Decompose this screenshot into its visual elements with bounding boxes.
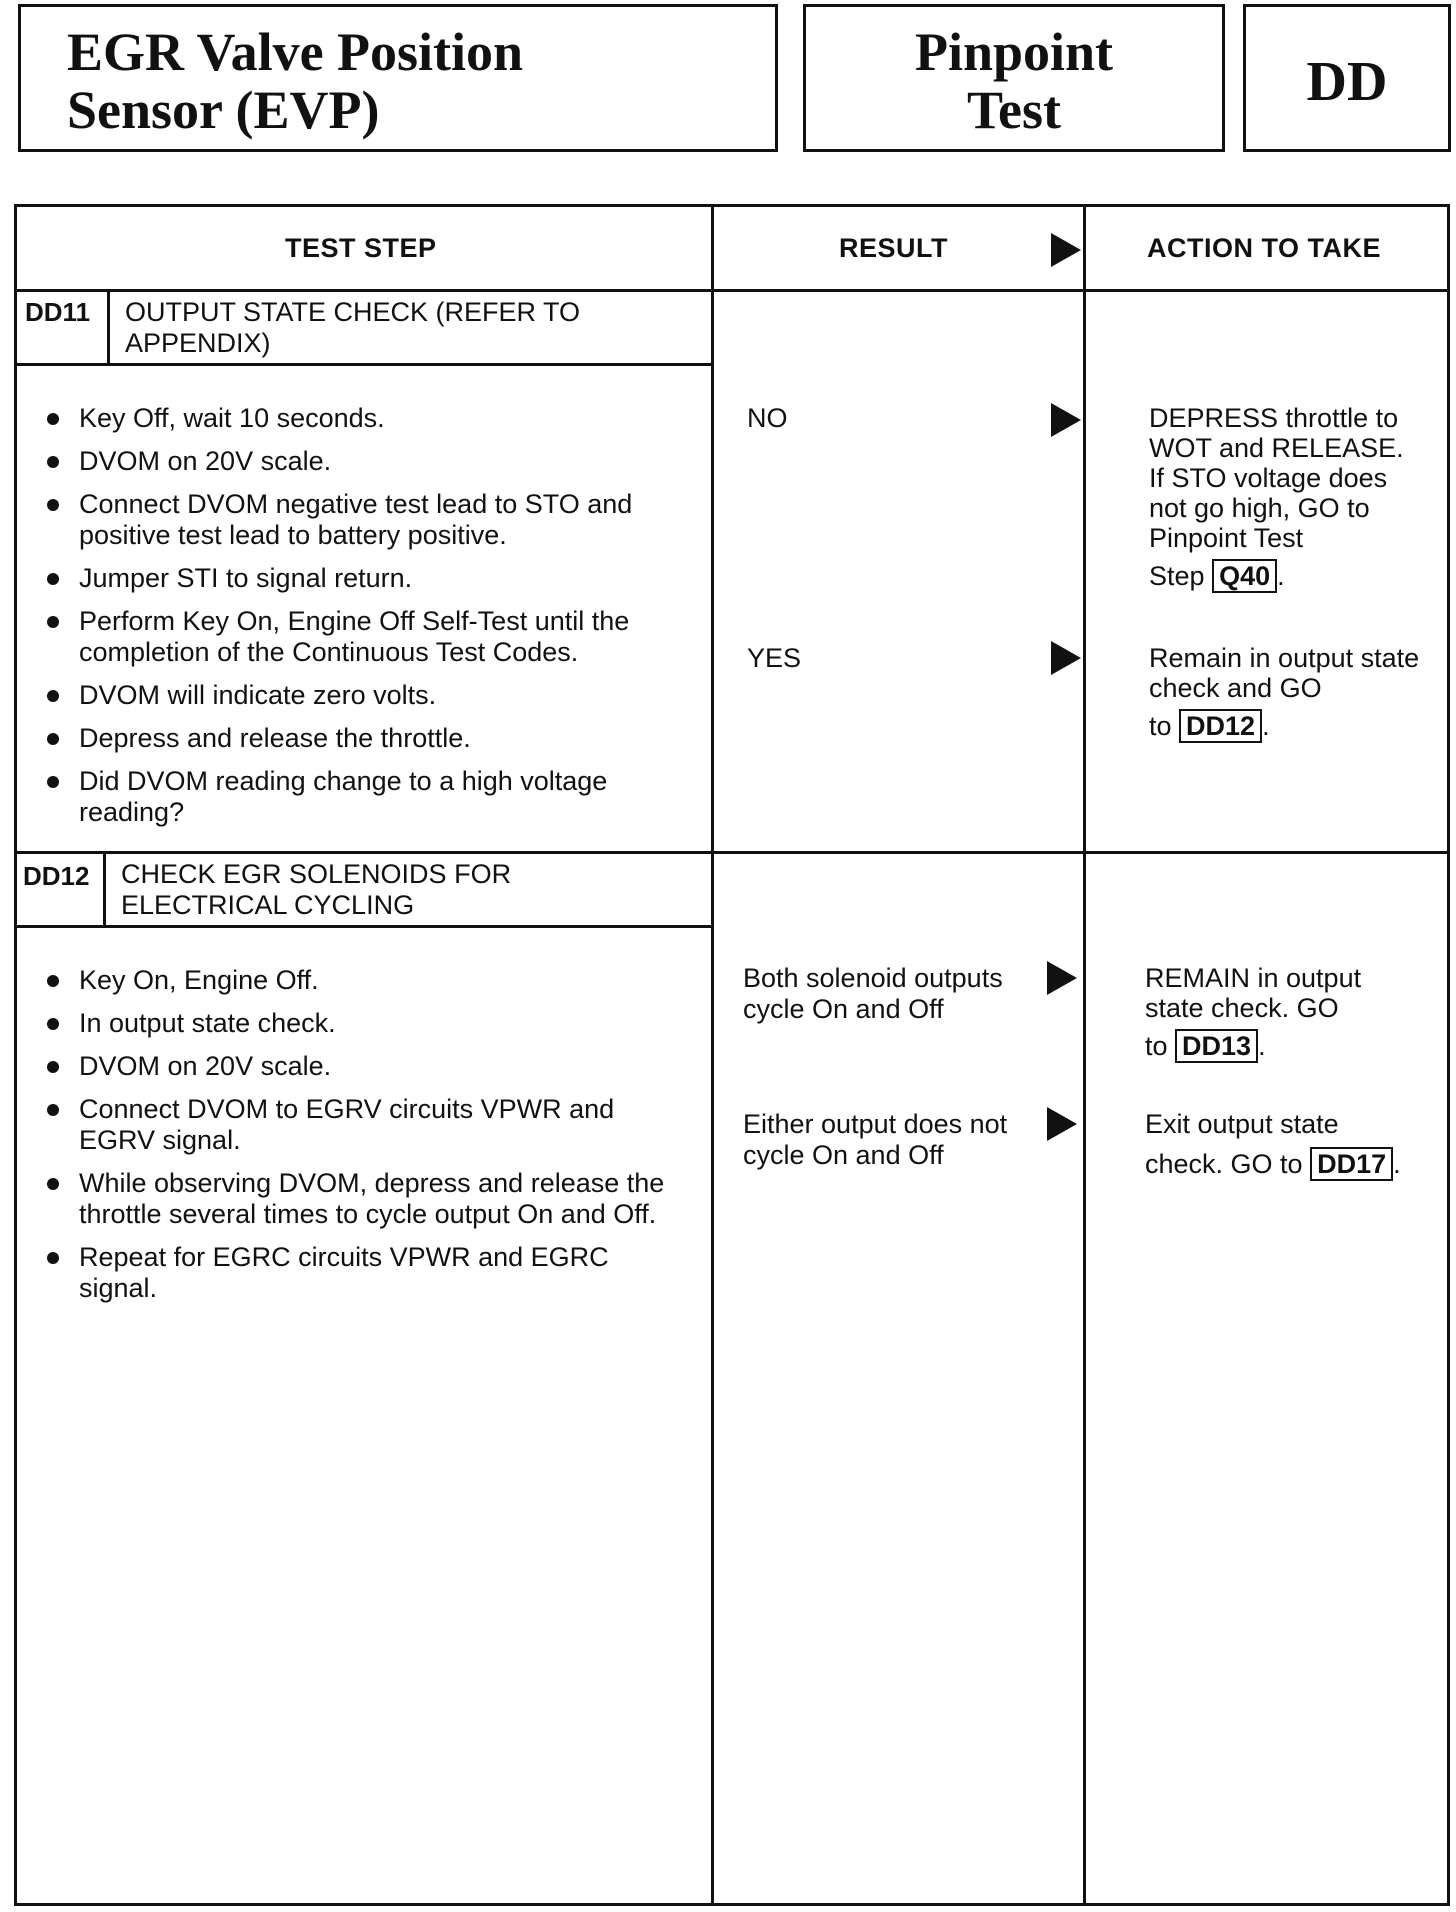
list-item: Did DVOM reading change to a high voltage reading? [39,766,679,828]
step-reference-dd13[interactable]: DD13 [1175,1029,1258,1063]
column-divider [1083,207,1086,1903]
column-divider [711,207,714,1903]
step-title: OUTPUT STATE CHECK (REFER TO APPENDIX) [125,297,581,358]
step-id: DD11 [25,297,91,327]
list-item: In output state check. [39,1008,679,1039]
list-item: Connect DVOM to EGRV circuits VPWR and EGRV signal. [39,1094,679,1156]
row-divider [17,851,1447,854]
arrow-icon [1051,233,1081,267]
step-title-underline [17,363,711,366]
list-item: DVOM on 20V scale. [39,1051,679,1082]
list-item: DVOM will indicate zero volts. [39,680,679,711]
action-no: DEPRESS throttle to WOT and RELEASE. If STO voltage does not go high, GO to Pinpoint Test Step Q40 . [1149,403,1404,591]
list-item: Key Off, wait 10 seconds. [39,403,679,434]
arrow-icon [1051,403,1081,437]
result-both-cycle: Both solenoid outputs cycle On and Off [743,963,1003,1024]
list-item: Jumper STI to signal return. [39,563,679,594]
test-type-box [803,4,1225,152]
header-divider [17,289,1447,292]
step-id: DD12 [23,861,90,891]
list-item: DVOM on 20V scale. [39,446,679,477]
column-header-test-step: TEST STEP [285,233,437,263]
step-title: CHECK EGR SOLENOIDS FOR ELECTRICAL CYCLING [121,859,512,920]
list-item: Key On, Engine Off. [39,965,679,996]
column-header-action: ACTION TO TAKE [1147,233,1381,263]
step-instructions-dd11 [39,403,679,840]
page-title: EGR Valve Position Sensor (EVP) [67,22,524,140]
step-reference-q40[interactable]: Q40 [1212,559,1277,593]
column-header-result: RESULT [839,233,948,263]
step-reference-dd12[interactable]: DD12 [1179,709,1262,743]
action-both-cycle: REMAIN in output state check. GO to DD13 . [1145,963,1362,1061]
test-code: DD [1306,51,1388,113]
step-reference-dd17[interactable]: DD17 [1310,1147,1393,1181]
step-id-divider [103,851,106,925]
step-id-divider [107,289,110,363]
action-yes: Remain in output state check and GO to DD12 . [1149,643,1420,741]
list-item: While observing DVOM, depress and release the throttle several times to cycle output On and Off. [39,1168,679,1230]
result-no: NO [747,403,788,433]
arrow-icon [1051,641,1081,675]
arrow-icon [1047,1107,1077,1141]
step-instructions-dd12 [39,965,679,1316]
result-yes: YES [747,643,802,673]
arrow-icon [1047,961,1077,995]
action-either-not-cycle: Exit output state check. GO to DD17 . [1145,1109,1401,1179]
list-item: Repeat for EGRC circuits VPWR and EGRC signal. [39,1242,679,1304]
title-box [18,4,778,152]
test-code-box [1243,4,1451,152]
list-item: Depress and release the throttle. [39,723,679,754]
step-title-underline [17,925,711,928]
test-type-label: Pinpoint Test [914,22,1114,140]
list-item: Perform Key On, Engine Off Self-Test until the completion of the Continuous Test Codes. [39,606,679,668]
list-item: Connect DVOM negative test lead to STO and positive test lead to battery positive. [39,489,679,551]
test-table [14,204,1450,1906]
result-either-not-cycle: Either output does not cycle On and Off [743,1109,1008,1170]
